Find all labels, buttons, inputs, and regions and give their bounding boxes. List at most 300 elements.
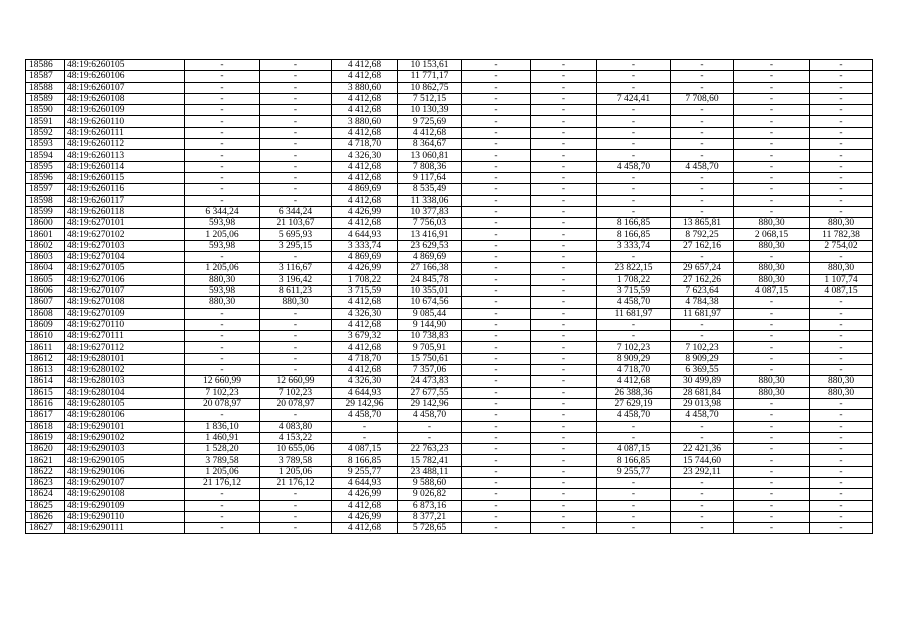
table-cell: 48:19:6260114 [65,161,185,172]
table-cell: - [734,511,810,522]
table-row [26,285,873,296]
table-cell: 4 412,68 [332,195,398,206]
table-cell: 10 862,75 [398,82,462,93]
table-cell: 8 166,85 [597,229,671,240]
table-cell: 18602 [26,240,65,251]
table-cell: 4 087,15 [810,285,873,296]
table-row [26,263,873,274]
table-cell: - [734,432,810,443]
table-cell: - [260,489,332,500]
table-cell: - [671,116,734,127]
table-cell: 8 166,85 [597,218,671,229]
table-cell: - [810,511,873,522]
table-cell: - [810,477,873,488]
table-cell: 4 458,70 [597,161,671,172]
table-cell: 48:19:6260108 [65,93,185,104]
table-cell: - [810,195,873,206]
table-row [26,500,873,511]
table-cell: 6 344,24 [260,206,332,217]
table-cell: - [185,489,260,500]
table-cell: - [810,206,873,217]
table-row [26,523,873,534]
table-row [26,455,873,466]
table-cell: - [462,105,531,116]
table-cell: - [185,71,260,82]
table-cell: - [810,139,873,150]
table-cell: 18601 [26,229,65,240]
table-cell: - [531,511,597,522]
table-cell: 20 078,97 [185,398,260,409]
table-cell: - [597,432,671,443]
table-cell: - [185,105,260,116]
table-cell: - [597,82,671,93]
table-cell: 18612 [26,353,65,364]
table-cell: - [531,489,597,500]
table-cell: 22 763,23 [398,444,462,455]
table-cell: - [671,105,734,116]
table-cell: 48:19:6260110 [65,116,185,127]
table-cell: - [260,523,332,534]
table-row [26,116,873,127]
table-cell: 8 909,29 [671,353,734,364]
table-cell: - [734,139,810,150]
table-cell: 9 026,82 [398,489,462,500]
table-cell: 880,30 [810,218,873,229]
table-cell: 48:19:6270109 [65,308,185,319]
table-cell: - [810,353,873,364]
table-cell: - [185,116,260,127]
table-cell: 4 644,93 [332,229,398,240]
table-cell: 23 629,53 [398,240,462,251]
table-cell: 27 162,16 [671,240,734,251]
table-cell: 48:19:6260106 [65,71,185,82]
table-cell: 48:19:6290111 [65,523,185,534]
table-cell: 4 412,68 [332,105,398,116]
table-cell: - [462,285,531,296]
table-cell: - [462,93,531,104]
table-cell: 48:19:6270104 [65,252,185,263]
table-row [26,195,873,206]
table-cell: 18591 [26,116,65,127]
table-cell: - [260,172,332,183]
table-cell: 12 660,99 [185,376,260,387]
table-cell: - [260,353,332,364]
table-cell: - [185,331,260,342]
table-cell: 4 412,68 [332,218,398,229]
table-cell: 9 117,64 [398,172,462,183]
table-cell: - [810,500,873,511]
table-cell: 18620 [26,444,65,455]
table-cell: 48:19:6270111 [65,331,185,342]
table-cell: 4 412,68 [332,500,398,511]
table-cell: - [398,421,462,432]
table-cell: - [810,161,873,172]
table-cell: - [462,161,531,172]
table-cell: 10 153,61 [398,60,462,71]
table-cell: - [734,365,810,376]
table-cell: 11 681,97 [671,308,734,319]
table-row [26,387,873,398]
table-cell: 1 460,91 [185,432,260,443]
table-cell: - [462,365,531,376]
table-cell: - [462,206,531,217]
table-cell: 21 176,12 [260,477,332,488]
table-cell: - [810,127,873,138]
table-row [26,60,873,71]
table-cell: 4 412,68 [332,93,398,104]
table-cell: 15 744,60 [671,455,734,466]
table-cell: 1 205,06 [185,229,260,240]
table-cell: 4 412,68 [332,172,398,183]
table-cell: - [597,206,671,217]
table-cell: 4 784,38 [671,297,734,308]
table-cell: 23 488,11 [398,466,462,477]
table-cell: 48:19:6260111 [65,127,185,138]
table-cell: 48:19:6270101 [65,218,185,229]
table-cell: 4 869,69 [398,252,462,263]
table-cell: - [185,365,260,376]
table-cell: - [531,206,597,217]
table-row [26,127,873,138]
table-cell: 18598 [26,195,65,206]
table-cell: 18596 [26,172,65,183]
table-cell: 48:19:6270102 [65,229,185,240]
table-cell: 7 424,41 [597,93,671,104]
table-cell: 7 708,60 [671,93,734,104]
table-cell: 26 388,36 [597,387,671,398]
table-row [26,444,873,455]
table-row [26,252,873,263]
table-cell: 9 255,77 [597,466,671,477]
table-row [26,421,873,432]
table-cell: - [810,93,873,104]
table-cell: 880,30 [185,274,260,285]
table-cell: - [185,172,260,183]
table-cell: - [462,387,531,398]
table-cell: 880,30 [734,274,810,285]
table-cell: 48:19:6280106 [65,410,185,421]
table-cell: 1 528,20 [185,444,260,455]
table-cell: - [531,331,597,342]
table-cell: 15 782,41 [398,455,462,466]
table-cell: - [671,523,734,534]
table-cell: 27 162,26 [671,274,734,285]
table-cell: - [734,127,810,138]
table-cell: - [671,172,734,183]
table-cell: - [462,263,531,274]
table-cell: 48:19:6290107 [65,477,185,488]
table-cell: - [810,184,873,195]
table-cell: 4 458,70 [671,410,734,421]
table-cell: - [734,308,810,319]
table-row [26,161,873,172]
table-cell: - [671,477,734,488]
table-cell: 4 458,70 [597,297,671,308]
table-cell: 20 078,97 [260,398,332,409]
table-cell: 1 107,74 [810,274,873,285]
table-cell: - [185,319,260,330]
table-cell: 4 412,68 [332,161,398,172]
table-cell: 6 369,55 [671,365,734,376]
table-row [26,376,873,387]
table-cell: 18610 [26,331,65,342]
table-cell: - [734,523,810,534]
table-cell: - [597,139,671,150]
table-cell: 3 880,60 [332,82,398,93]
table-cell: - [531,150,597,161]
table-cell: - [531,432,597,443]
table-cell: 18623 [26,477,65,488]
table-cell: - [185,511,260,522]
table-row [26,105,873,116]
table-cell: - [185,342,260,353]
table-cell: - [531,342,597,353]
table-cell: 48:19:6260105 [65,60,185,71]
table-cell: - [734,489,810,500]
table-cell: 8 166,85 [332,455,398,466]
table-cell: - [531,218,597,229]
table-cell: 1 205,06 [185,466,260,477]
table-cell: - [531,319,597,330]
table-cell: 7 756,03 [398,218,462,229]
table-cell: - [462,127,531,138]
table-cell: - [462,218,531,229]
table-row [26,150,873,161]
table-cell: - [462,195,531,206]
table-cell: 18606 [26,285,65,296]
table-row [26,82,873,93]
table-cell: - [597,172,671,183]
table-cell: - [531,523,597,534]
table-cell: - [671,139,734,150]
table-cell: - [734,444,810,455]
table-cell: - [462,444,531,455]
table-cell: - [734,105,810,116]
table-row [26,139,873,150]
table-cell: 27 166,38 [398,263,462,274]
table-cell: 3 116,67 [260,263,332,274]
table-cell: 18587 [26,71,65,82]
table-cell: 48:19:6290103 [65,444,185,455]
table-cell: - [260,331,332,342]
table-cell: 48:19:6270106 [65,274,185,285]
table-cell: 593,98 [185,218,260,229]
table-cell: 18605 [26,274,65,285]
table-cell: - [810,342,873,353]
table-cell: - [734,319,810,330]
table-cell: 18611 [26,342,65,353]
table-cell: - [531,297,597,308]
table-cell: 29 657,24 [671,263,734,274]
table-cell: - [531,195,597,206]
table-cell: - [734,297,810,308]
table-cell: - [810,398,873,409]
table-cell: - [597,184,671,195]
table-cell: - [462,229,531,240]
table-cell: - [462,376,531,387]
table-cell: 3 789,58 [260,455,332,466]
table-cell: - [260,105,332,116]
table-cell: - [734,71,810,82]
table-cell: 18618 [26,421,65,432]
table-row [26,353,873,364]
table-cell: - [332,432,398,443]
table-cell: - [734,353,810,364]
table-cell: 48:19:6290105 [65,455,185,466]
table-cell: 1 836,10 [185,421,260,432]
table-cell: 9 144,90 [398,319,462,330]
table-cell: - [462,116,531,127]
table-cell: - [531,387,597,398]
table-cell: 4 644,93 [332,387,398,398]
table-cell: 880,30 [734,376,810,387]
table-cell: - [597,195,671,206]
table-cell: 3 715,59 [332,285,398,296]
table-cell: - [531,444,597,455]
table-cell: - [462,432,531,443]
table-cell: - [260,500,332,511]
table-cell: 4 412,68 [597,376,671,387]
table-cell: - [810,410,873,421]
table-row [26,410,873,421]
table-cell: 4 412,68 [398,127,462,138]
table-cell: 4 087,15 [597,444,671,455]
table-cell: - [531,455,597,466]
table-cell: - [597,71,671,82]
table-cell: - [260,319,332,330]
table-cell: 10 377,83 [398,206,462,217]
table-cell: 13 060,81 [398,150,462,161]
table-cell: - [810,331,873,342]
table-cell: - [462,172,531,183]
table-cell: - [531,116,597,127]
table-cell: 4 718,70 [597,365,671,376]
table-cell: 3 333,74 [332,240,398,251]
table-cell: - [597,252,671,263]
table-cell: - [260,365,332,376]
table-cell: - [531,285,597,296]
table-cell: - [531,240,597,251]
table-cell: - [185,353,260,364]
table-row [26,229,873,240]
table-cell: - [332,421,398,432]
table-cell: 880,30 [810,387,873,398]
table-cell: 3 295,15 [260,240,332,251]
table-row [26,93,873,104]
table-cell: 4 412,68 [332,60,398,71]
table-cell: 4 412,68 [332,297,398,308]
table-row [26,206,873,217]
table-cell: - [185,500,260,511]
table-cell: 18619 [26,432,65,443]
table-cell: - [671,331,734,342]
table-cell: 18593 [26,139,65,150]
table-cell: - [185,139,260,150]
table-cell: - [462,398,531,409]
table-cell: - [260,195,332,206]
table-cell: - [810,82,873,93]
table-cell: - [734,252,810,263]
table-cell: 48:19:6290109 [65,500,185,511]
table-cell: - [185,127,260,138]
table-cell: - [810,105,873,116]
table-cell: - [671,500,734,511]
table-cell: - [671,71,734,82]
table-row [26,466,873,477]
table-cell: - [531,93,597,104]
table-cell: 48:19:6260116 [65,184,185,195]
table-cell: - [531,466,597,477]
table-cell: - [462,60,531,71]
table-cell: 4 458,70 [671,161,734,172]
table-cell: - [671,421,734,432]
table-cell: - [260,308,332,319]
table-cell: 6 344,24 [185,206,260,217]
table-cell: - [462,82,531,93]
table-cell: 18589 [26,93,65,104]
table-cell: - [810,523,873,534]
table-cell: - [810,297,873,308]
table-cell: - [531,477,597,488]
table-cell: - [531,410,597,421]
table-cell: - [462,410,531,421]
table-cell: 7 102,23 [671,342,734,353]
table-cell: - [810,466,873,477]
table-cell: - [734,342,810,353]
table-cell: 4 083,80 [260,421,332,432]
table-cell: 880,30 [810,376,873,387]
table-cell: 30 499,89 [671,376,734,387]
table-cell: 29 013,98 [671,398,734,409]
table-cell: - [185,184,260,195]
table-cell: 18592 [26,127,65,138]
table-cell: - [260,150,332,161]
table-cell: - [260,139,332,150]
table-cell: - [260,93,332,104]
table-cell: 18615 [26,387,65,398]
table-cell: 1 205,06 [185,263,260,274]
table-cell: 4 087,15 [734,285,810,296]
table-cell: 21 103,67 [260,218,332,229]
table-cell: 4 869,69 [332,184,398,195]
table-cell: - [597,523,671,534]
table-cell: - [671,127,734,138]
table-cell: 29 142,96 [398,398,462,409]
table-cell: 5 728,65 [398,523,462,534]
table-cell: 48:19:6280105 [65,398,185,409]
table-cell: 4 718,70 [332,139,398,150]
table-cell: - [462,274,531,285]
table-cell: - [597,116,671,127]
table-cell: 1 708,22 [597,274,671,285]
table-cell: - [260,410,332,421]
table-cell: 18603 [26,252,65,263]
table-cell: - [734,398,810,409]
table-cell: 48:19:6290102 [65,432,185,443]
table-cell: 22 421,36 [671,444,734,455]
table-cell: - [671,319,734,330]
table-cell: - [462,477,531,488]
table-cell: - [462,240,531,251]
table-cell: - [671,82,734,93]
table-row [26,398,873,409]
table-cell: 18599 [26,206,65,217]
table-cell: - [734,421,810,432]
table-cell: 7 102,23 [597,342,671,353]
table-cell: 4 458,70 [398,410,462,421]
table-cell: 48:19:6290106 [65,466,185,477]
table-cell: 4 644,93 [332,477,398,488]
